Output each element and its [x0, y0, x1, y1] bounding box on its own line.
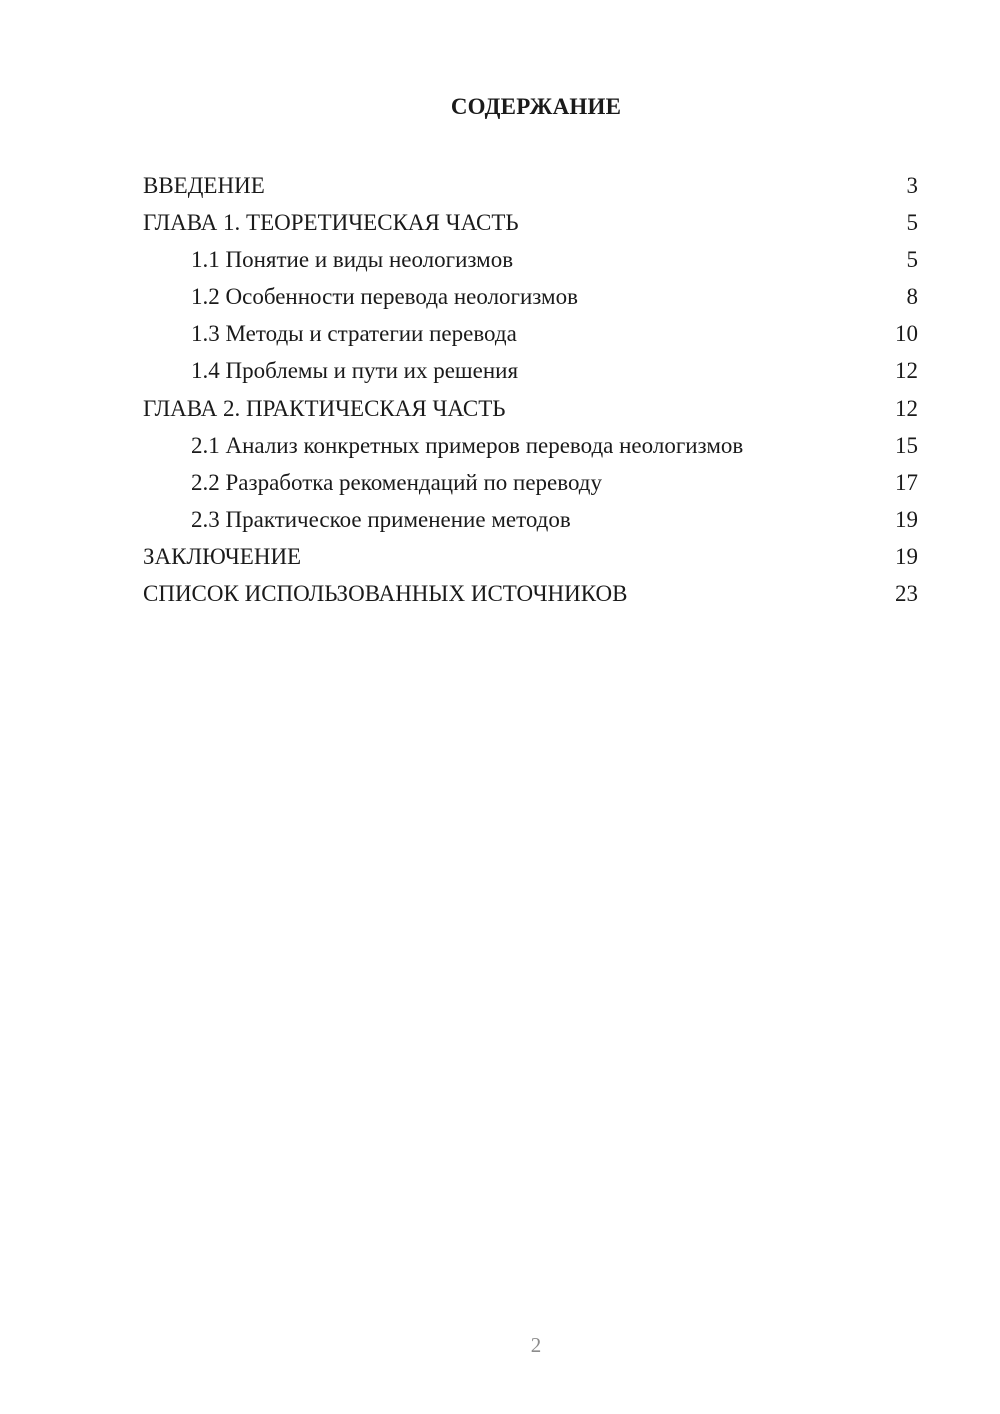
- toc-entry-label: СПИСОК ИСПОЛЬЗОВАННЫХ ИСТОЧНИКОВ: [143, 581, 628, 607]
- toc-entry-page: 12: [895, 358, 918, 384]
- toc-entry: [143, 538, 918, 575]
- toc-entry: [143, 427, 918, 464]
- toc-entry-label: 1.2 Особенности перевода неологизмов: [191, 284, 578, 310]
- toc-entry-label: 2.1 Анализ конкретных примеров перевода неологизмов: [191, 432, 744, 458]
- toc-entry-page: 12: [895, 395, 918, 421]
- page-title: СОДЕРЖАНИЕ: [450, 94, 622, 119]
- toc-entry-page: 17: [895, 469, 918, 495]
- toc-entry: [143, 204, 918, 241]
- toc-entry-page: 23: [895, 581, 918, 607]
- page-number: 2: [530, 1333, 542, 1357]
- toc-entry-label: ГЛАВА 2. ПРАКТИЧЕСКАЯ ЧАСТЬ: [143, 395, 506, 421]
- toc-entry-label: 2.2 Разработка рекомендаций по переводу: [191, 469, 602, 495]
- toc-entry: [143, 352, 918, 389]
- toc-entry-label: ЗАКЛЮЧЕНИЕ: [143, 543, 302, 569]
- toc-entry: [143, 241, 918, 278]
- toc-entry-label: 1.4 Проблемы и пути их решения: [191, 358, 519, 384]
- toc-entry-label: ГЛАВА 1. ТЕОРЕТИЧЕСКАЯ ЧАСТЬ: [143, 210, 519, 236]
- table-of-contents: [143, 167, 918, 612]
- toc-entry-page: 10: [895, 321, 918, 347]
- toc-entry: [143, 315, 918, 352]
- toc-entry-page: 19: [895, 543, 918, 569]
- toc-entry-page: 15: [895, 432, 918, 458]
- toc-entry-page: 5: [906, 210, 918, 236]
- toc-entry-page: 19: [895, 506, 918, 532]
- toc-entry-page: 8: [906, 284, 918, 310]
- toc-entry-label: ВВЕДЕНИЕ: [143, 173, 265, 198]
- toc-entry-page: 5: [906, 247, 918, 273]
- toc-entry: [143, 167, 918, 204]
- toc-entry: [143, 278, 918, 315]
- toc-entry: [143, 501, 918, 538]
- toc-entry: [143, 390, 918, 427]
- toc-entry-label: 1.3 Методы и стратегии перевода: [191, 321, 517, 347]
- toc-entry: [143, 575, 918, 612]
- toc-entry: [143, 464, 918, 501]
- toc-entry-page: 3: [906, 173, 918, 198]
- toc-entry-label: 1.1 Понятие и виды неологизмов: [191, 247, 514, 273]
- toc-entry-label: 2.3 Практическое применение методов: [191, 506, 571, 532]
